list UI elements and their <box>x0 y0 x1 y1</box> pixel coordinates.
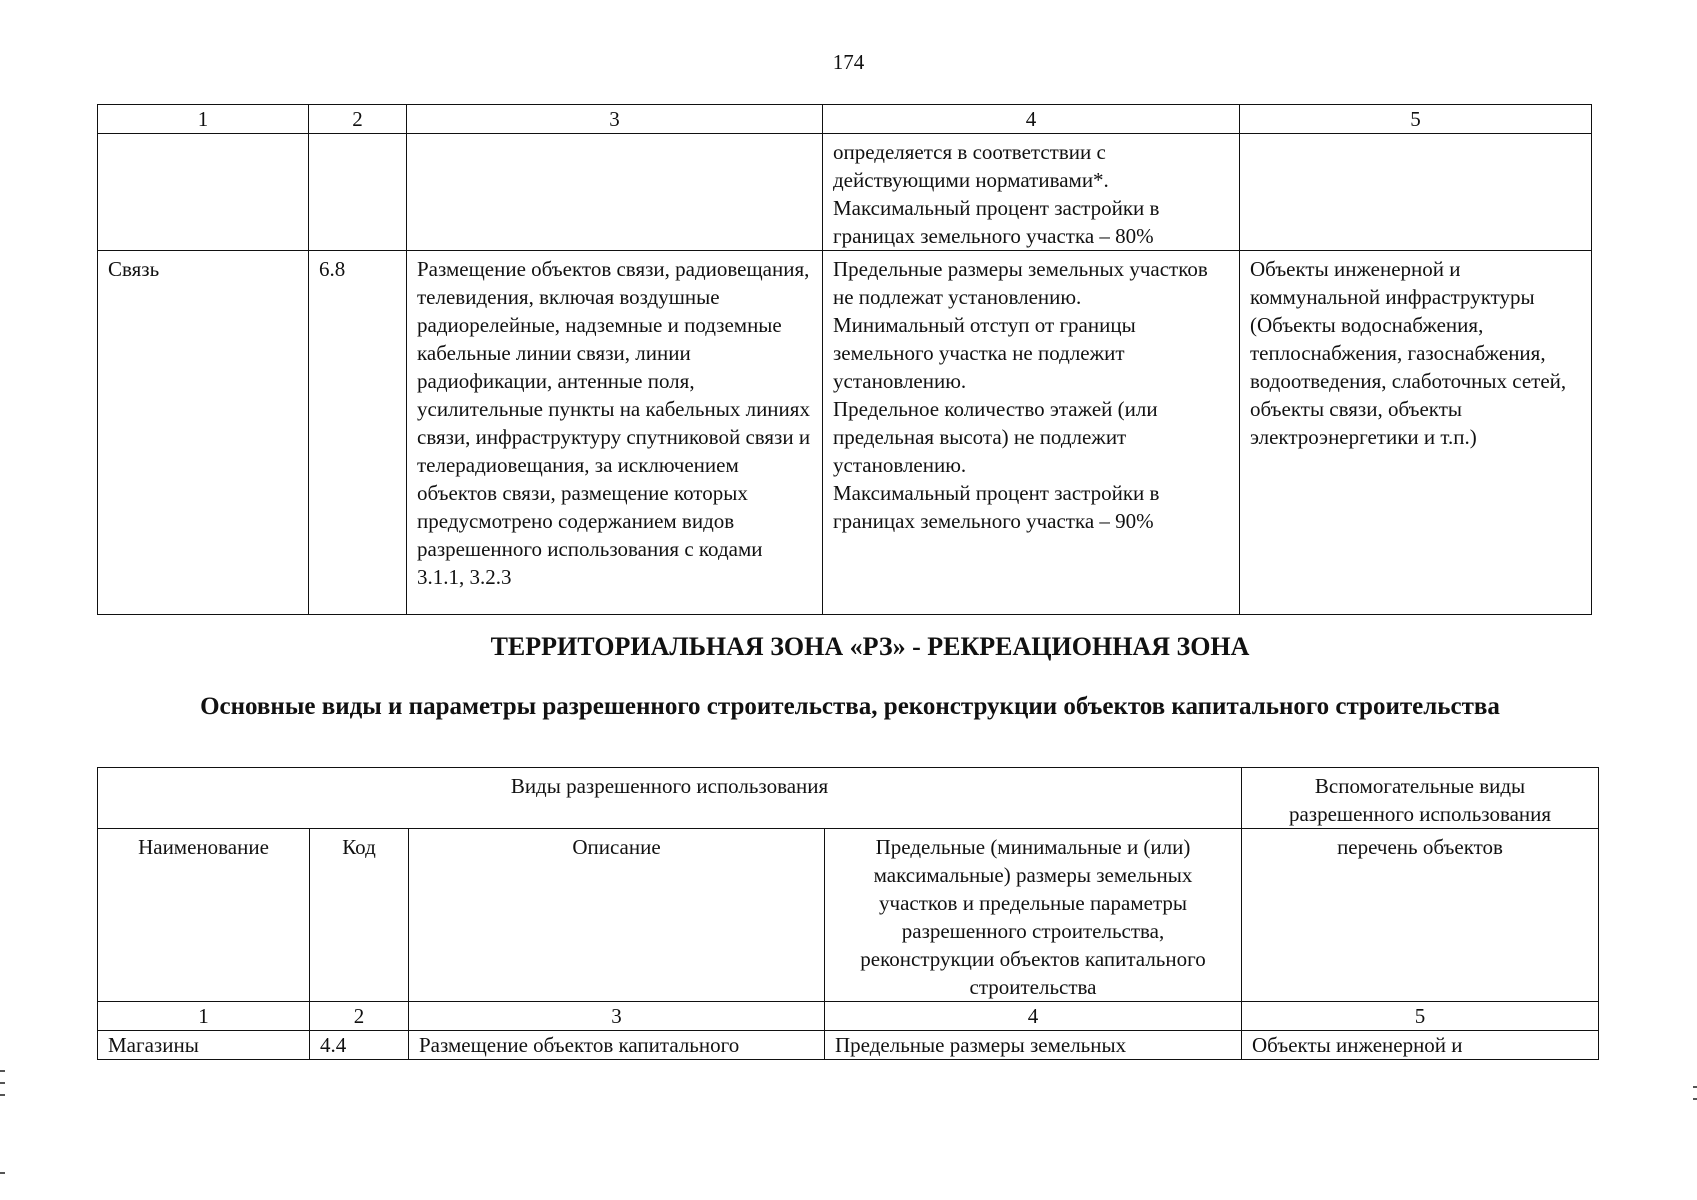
column-number-4: 4 <box>825 1002 1242 1031</box>
scan-edge-mark <box>1693 1098 1697 1100</box>
land-use-table <box>97 767 1599 1060</box>
table-row <box>98 1031 1599 1060</box>
column-number-5: 5 <box>1242 1002 1599 1031</box>
header-main: Виды разрешенного использования <box>98 768 1242 829</box>
cell-code: 4.4 <box>310 1031 409 1060</box>
column-number-5: 5 <box>1240 105 1592 134</box>
column-header-description: Описание <box>409 829 825 1002</box>
cell-code <box>309 134 407 251</box>
cell-name: Магазины <box>98 1031 310 1060</box>
column-number-row <box>98 1002 1599 1031</box>
column-number-1: 1 <box>98 105 309 134</box>
cell-name: Связь <box>98 251 309 615</box>
cell-description <box>407 134 823 251</box>
header-row <box>98 768 1599 829</box>
page-number: 174 <box>832 50 865 74</box>
column-number-2: 2 <box>309 105 407 134</box>
cell-description: Размещение объектов связи, радиовещания, телевидения, включая воздушные радиорелейные, надземные и подземные кабельные линии связи, линии радиофикации, антенные поля, усилительные пункты на кабельных линиях связи, инфраструктуру спутниковой связи и телерадиовещания, за исключением объектов связи, размещение которых предусмотрено содержанием видов разрешенного использования с кодами 3.1.1, 3.2.3 <box>407 251 823 615</box>
zone-title: ТЕРРИТОРИАЛЬНАЯ ЗОНА «РЗ» - РЕКРЕАЦИОННАЯ ЗОНА <box>490 632 1250 661</box>
column-header-parameters: Предельные (минимальные и (или) максимальные) размеры земельных участков и предельные параметры разрешенного строительства, реконструкции объектов капитального строительства <box>825 829 1242 1002</box>
column-number-3: 3 <box>407 105 823 134</box>
section-title: Основные виды и параметры разрешенного строительства, реконструкции объектов капитального строительства <box>200 693 1500 720</box>
column-header-name: Наименование <box>98 829 310 1002</box>
scan-edge-mark <box>0 1070 5 1072</box>
scan-edge-mark <box>0 1082 5 1084</box>
column-number-4: 4 <box>823 105 1240 134</box>
column-header-aux-list: перечень объектов <box>1242 829 1599 1002</box>
column-number-row <box>98 105 1592 134</box>
scan-edge-mark <box>1693 1086 1697 1088</box>
land-use-table-continued <box>97 104 1592 615</box>
cell-auxiliary: Объекты инженерной и коммунальной инфраструктуры (Объекты водоснабжения, теплоснабжения, газоснабжения, водоотведения, слаботочных сетей, объекты связи, объекты электроэнергетики и т.п.) <box>1240 251 1592 615</box>
cell-code: 6.8 <box>309 251 407 615</box>
table-row <box>98 251 1592 615</box>
table-row <box>98 134 1592 251</box>
column-number-3: 3 <box>409 1002 825 1031</box>
column-header-code: Код <box>310 829 409 1002</box>
cell-auxiliary: Объекты инженерной и <box>1242 1031 1599 1060</box>
cell-auxiliary <box>1240 134 1592 251</box>
cell-name <box>98 134 309 251</box>
scan-edge-mark <box>0 1094 5 1096</box>
cell-description: Размещение объектов капитального <box>409 1031 825 1060</box>
column-number-1: 1 <box>98 1002 310 1031</box>
column-number-2: 2 <box>310 1002 409 1031</box>
cell-parameters: определяется в соответствии с действующими нормативами*. Максимальный процент застройки в границах земельного участка – 80% <box>823 134 1240 251</box>
cell-parameters: Предельные размеры земельных участков не подлежат установлению. Минимальный отступ от границы земельного участка не подлежит установлению. Предельное количество этажей (или предельная высота) не подлежит установлению. Максимальный процент застройки в границах земельного участка – 90% <box>823 251 1240 615</box>
header-aux: Вспомогательные виды разрешенного использования <box>1242 768 1599 829</box>
scan-edge-mark <box>0 1172 5 1174</box>
column-header-row <box>98 829 1599 1002</box>
cell-parameters: Предельные размеры земельных <box>825 1031 1242 1060</box>
